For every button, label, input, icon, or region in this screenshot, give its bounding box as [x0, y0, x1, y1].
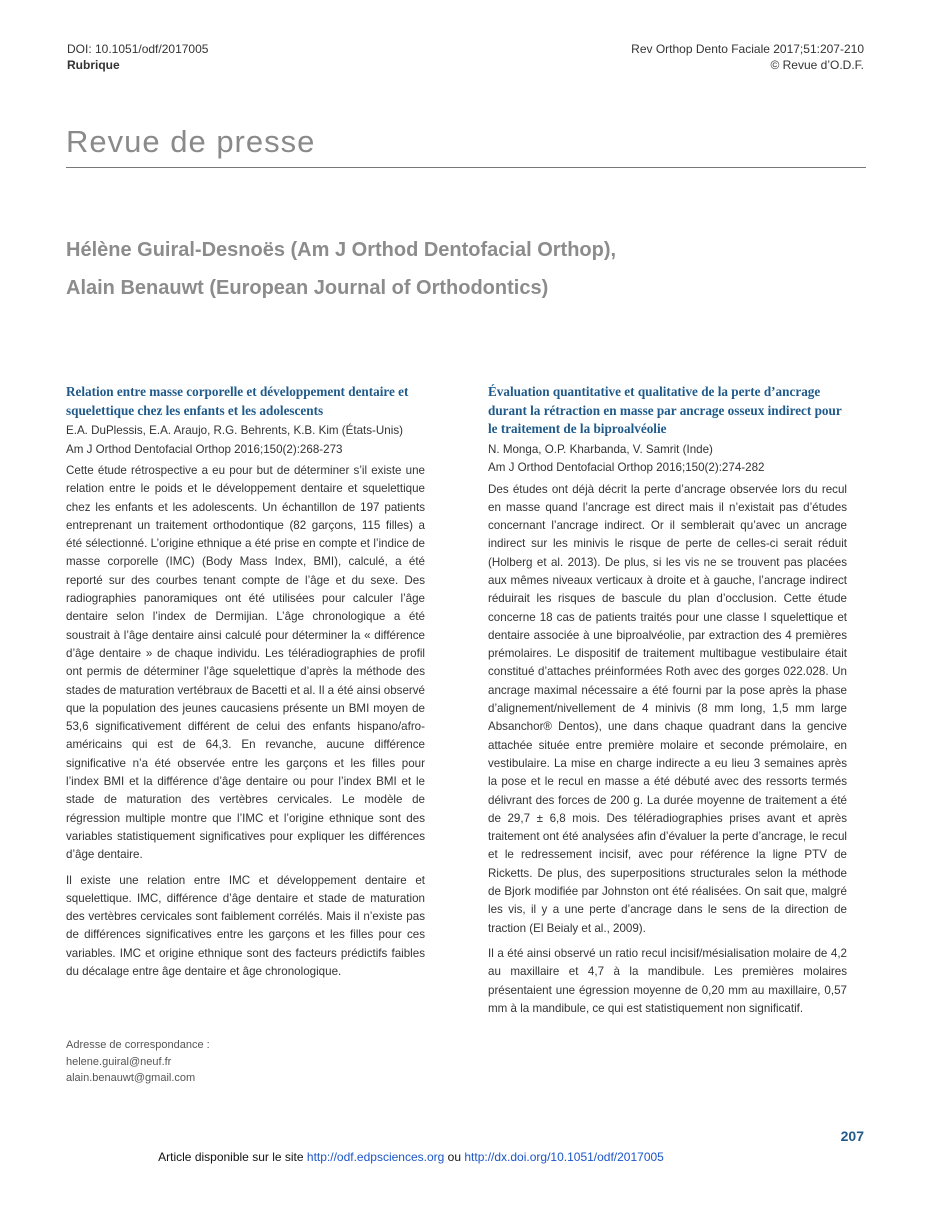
article-title: Évaluation quantitative et qualitative de la perte d’ancrage durant la rétraction en masse par ancrage osseux indirect pour le traitement de la biproalvéolie [488, 384, 842, 436]
page-number: 207 [840, 1128, 864, 1144]
article-column-left [66, 383, 425, 981]
article-authors: N. Monga, O.P. Kharbanda, V. Samrit (Inde) [488, 442, 713, 456]
correspondence-label: Adresse de correspondance : [66, 1039, 210, 1051]
doi: DOI: 10.1051/odf/2017005 [67, 42, 209, 56]
article-column-right [488, 383, 847, 1018]
article-paragraph: Il a été ainsi observé un ratio recul incisif/mésialisation molaire de 4,2 au maxillaire et 4,7 à la mandibule. Les premières molaires présentaient une égression moyenne de 0,20 mm au maxillaire, 0,57 mm à la mandibule, ce qui est statistiquement non significatif. [488, 946, 847, 1015]
email-link[interactable]: alain.benauwt@gmail.com [66, 1072, 196, 1084]
title-divider [66, 167, 866, 168]
reviewer-author: Alain Benauwt (European Journal of Orthodontics) [66, 277, 549, 299]
article-authors: E.A. DuPlessis, E.A. Araujo, R.G. Behrents, K.B. Kim (États-Unis) [66, 424, 403, 437]
page-title: Revue de presse [66, 124, 316, 159]
doi-link[interactable]: http://dx.doi.org/10.1051/odf/2017005 [464, 1150, 664, 1164]
article-citation: Am J Orthod Dentofacial Orthop 2016;150(2):274-282 [488, 461, 765, 474]
email-link[interactable]: helene.guiral@neuf.fr [66, 1055, 172, 1068]
article-citation: Am J Orthod Dentofacial Orthop 2016;150(2):268-273 [66, 442, 343, 456]
article-paragraph: Il existe une relation entre IMC et développement dentaire et squelettique. IMC, différence d’âge dentaire et stade de maturation des vertèbres cervicales sont faiblement corrélés. Mais il n’existe pas de différences significatives entre les garçons et les filles pour ces variables. IMC et origine ethnique sont des facteurs prédictifs faibles du décalage entre âge dentaire et âge chronologique. [66, 873, 425, 979]
article-title: Relation entre masse corporelle et développement dentaire et squelettique chez les enfants et les adolescents [66, 384, 409, 418]
footer-connector: ou [447, 1150, 462, 1164]
reviewer-author: Hélène Guiral-Desnoës (Am J Orthod Dentofacial Orthop), [66, 239, 617, 261]
copyright: © Revue d’O.D.F. [770, 58, 864, 72]
section-label: Rubrique [67, 58, 120, 72]
article-paragraph: Cette étude rétrospective a eu pour but de déterminer s’il existe une relation entre le poids et le développement dentaire et squelettique chez les enfants et les adolescents. Un échantillon de 197 patients entreprenant un traitement orthodontique (82 garçons, 115 filles) a été sélectionné. L’origine ethnique a été prise en compte et l’indice de masse corporelle (IMC) (Body Mass Index, BMI), calculé, a été reporté sur des courbes tenant compte de l’âge et du sexe. Des radiographies panoramiques ont été utilisées pour calculer l’âge dentaire selon l’index de Dermijian. L’âge chronologique a été soustrait à l’âge dentaire ainsi calculé pour déterminer la « différence d’âge dentaire » de chaque individu. Les téléradiographies de profil ont permis de déterminer l’âge squelettique d’après la méthode des stades de maturation vertébraux de Bacetti et al. Il a été ainsi observé que la population des jeunes caucasiens présente un BMI moyen de 53,6 significativement différent de celui des enfants hispano/afro-américains qui est de 64,3. En revanche, aucune différence significative n’a été observée entre les garçons et les filles pour l’index BMI et la différence d’âge dentaire ou pour l’index BMI et le stade de maturation des vertèbres cervicales. Le modèle de régression multiple montre que l’IMC et l’origine ethnique sont des variables statistiquement significatives pour expliquer les différences d’âge dentaire. [66, 464, 425, 862]
article-paragraph: Des études ont déjà décrit la perte d’ancrage observée lors du recul en masse quand l’ancrage est direct mais il n’existait pas d’études concernant l’ancrage indirect. Or il semblerait qu’avec un ancrage indirect sur les minivis le risque de perte de celles-ci serait réduit (Holberg et al. 2013). De plus, si les vis ne se trouvent pas placées aux mêmes niveaux verticaux à droite et à gauche, l’ancrage indirect réduirait les risques de bascule du plan d’occlusion. Cette étude concerne 18 cas de patients traités pour une classe I squelettique et dentaire associée à une biproalvéolie, par extraction des 4 premières prémolaires. Le dispositif de traitement multibague vestibulaire était constitué d’attaches préinformées Roth avec des gorges 022.028. Un ancrage maximal nécessaire a été fourni par la pose après la phase d’alignement/nivellement de 4 minivis (8 mm long, 1,5 mm large Absanchor® Dentos), une dans chaque quadrant dans la gencive attachée située entre première molaire et seconde prémolaire, en vestibulaire. La mise en charge indirecte a eu lieu 3 semaines après la pose et le recul en masse a été débuté avec des ressorts termés délivrant des forces de 200 g. La durée moyenne de traitement a été de 29,7 ± 6,8 mois. Des téléradiographies prises avant et après traitement ont été analysées afin d’évaluer la perte d’ancrage, le recul et le redressement incisif, avec pour référence la ligne PTV de Ricketts. De plus, des superpositions structurales selon la méthode de Bjork modifiée par Johnston ont été réalisées. On sait que, malgré les vis, il y a une perte d’ancrage dans le sens de la direction de traction (El Beialy et al., 2009). [488, 482, 847, 935]
footer [0, 1150, 822, 1164]
site-link[interactable]: http://odf.edpsciences.org [306, 1150, 445, 1164]
correspondence-block [66, 1037, 210, 1087]
journal-reference: Rev Orthop Dento Faciale 2017;51:207-210 [631, 42, 864, 56]
footer-prefix: Article disponible sur le site [158, 1150, 304, 1164]
